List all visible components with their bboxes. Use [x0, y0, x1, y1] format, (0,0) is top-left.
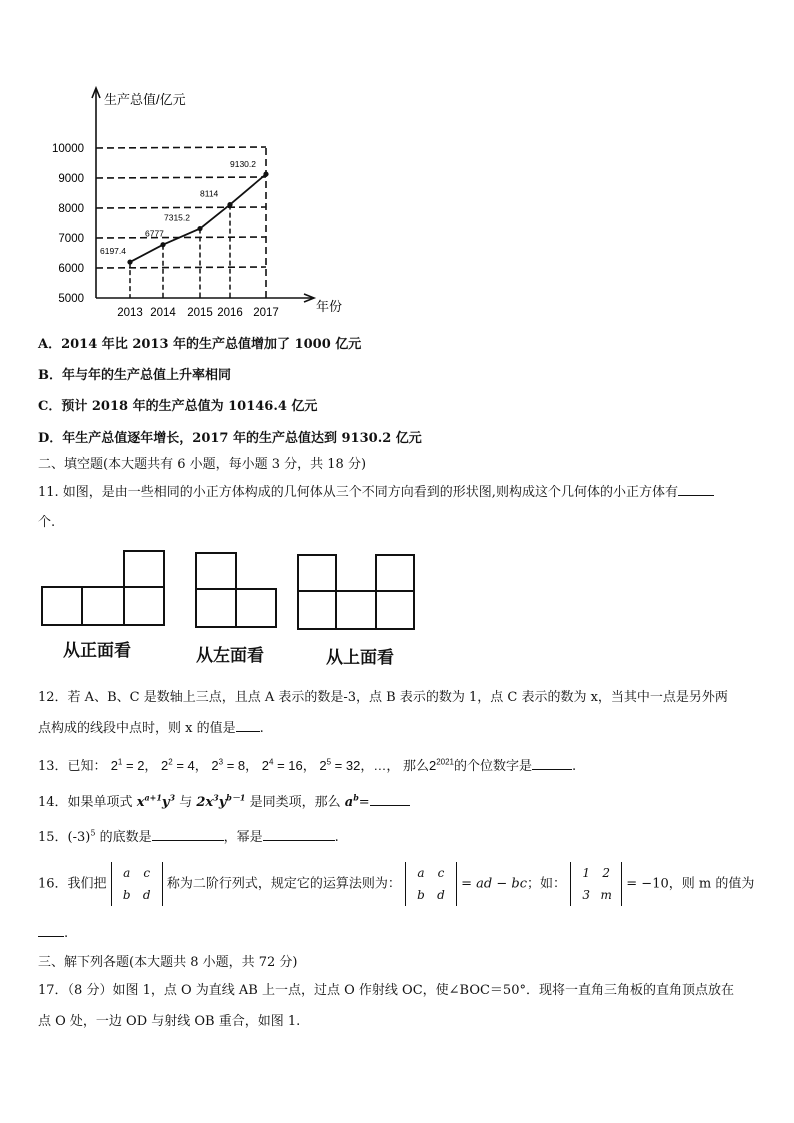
q14-term2: $2x^3y^{b-1}$ [196, 792, 246, 810]
q13-suffix: 的个位数字是 [454, 759, 533, 774]
data-point [197, 226, 202, 231]
section2-title: 二、填空题(本大题共有 6 小题，每小题 3 分，共 18 分) [38, 457, 367, 472]
q11-top-label: 从上面看 [326, 648, 394, 668]
x-tick-label: 2015 [187, 307, 213, 319]
q12-blank [236, 719, 260, 732]
option-a: A．2014 年比 2013 年的生产总值增加了 1000 亿元 [38, 337, 362, 352]
q11-blank [678, 483, 714, 496]
y-tick-label: 5000 [58, 293, 84, 305]
q14-ab: $a^b$ [344, 792, 359, 810]
q16-mid: 称为二阶行列式，规定它的运算法则为： [166, 876, 401, 892]
data-label: 6777 [145, 228, 164, 239]
q16-text [38, 862, 754, 906]
data-label: 9130.2 [230, 159, 256, 170]
gridline [96, 177, 266, 178]
chart-axes [52, 88, 314, 319]
q14-mid: 与 [179, 795, 193, 810]
q14-prefix: 14．如果单项式 [38, 795, 133, 810]
q13-mid: 那么 [402, 759, 429, 774]
q15-mid2: ，幂是 [223, 830, 263, 845]
q16-determinant-rule: a c b d [405, 862, 457, 906]
q16-line2: . [38, 924, 68, 941]
y-tick-label: 10000 [52, 143, 84, 155]
y-tick-label: 6000 [58, 263, 84, 275]
x-tick-label: 2014 [150, 307, 176, 319]
q15-mid: 的底数是 [99, 830, 152, 845]
q15-expr: $(-3)^5$ [67, 828, 96, 845]
x-tick-label: 2016 [217, 307, 243, 319]
q16-rule: = ad − bc [461, 876, 527, 892]
q11-left-label: 从左面看 [196, 646, 264, 666]
q13-power: $2^{2021}$ [428, 757, 454, 773]
q14-blank [370, 793, 410, 806]
series-line [130, 174, 266, 262]
q15-text: 15．$(-3)^5$ 的底数是 ，幂是 . [38, 828, 339, 845]
q11-line2: 个. [38, 515, 56, 530]
q13-text: 13．已知： $2^1 = 2$， $2^2 = 4$， $2^3 = 8$， $2^4 = 16$， $2^5 = 32$，…， 那么$2^{2021}$的个位数字是 . [38, 757, 577, 774]
q12-line2: 点构成的线段中点时，则 x 的值是 [38, 721, 236, 736]
gridline [96, 147, 266, 148]
y-axis-label: 生产总值/亿元 [104, 92, 186, 107]
data-point [263, 171, 268, 176]
y-tick-label: 9000 [58, 173, 84, 185]
option-c: C．预计 2018 年的生产总值为 10146.4 亿元 [38, 399, 318, 414]
q11-line1: 11. 如图，是由一些相同的小正方体构成的几何体从三个不同方向看到的形状图,则构成这个几何体的小正方体有 [38, 485, 678, 500]
q16-end: ，则 m 的值为 [668, 876, 755, 892]
q14-text: 14．如果单项式 $x^{a+1}y^3$ 与 $2x^3y^{b-1}$ 是同类项，那么 $a^b=$ [38, 791, 410, 810]
x-axis-label: 年份 [316, 299, 343, 314]
q12-text: 点构成的线段中点时，则 x 的值是 . [38, 721, 264, 736]
y-tick-label: 7000 [58, 233, 84, 245]
q16-eq: = −10 [626, 876, 669, 892]
q14-mid2: 是同类项，那么 [249, 795, 341, 810]
q17-line2: 点 O 处，一边 OD 与射线 OB 重合，如图 1. [38, 1014, 301, 1029]
q16-prefix: 16．我们把 [38, 876, 107, 892]
q16-blank [38, 924, 64, 937]
data-point [160, 242, 165, 247]
chart-marks [100, 159, 269, 298]
q11-top-view [296, 553, 418, 633]
gridline [96, 267, 266, 268]
q17-line1: 17．（8 分）如图 1，点 O 为直线 AB 上一点，过点 O 作射线 OC，使∠BOC＝50°．现将一直角三角板的直角顶点放在 [38, 983, 734, 998]
data-label: 8114 [200, 188, 219, 199]
q11-text [38, 481, 714, 500]
x-tick-label: 2017 [253, 307, 279, 319]
q15-blank-power [263, 828, 335, 841]
q11-left-view [194, 551, 280, 631]
q11-front-label: 从正面看 [63, 641, 131, 661]
section3-title: 三、解下列各题(本大题共 8 小题，共 72 分) [38, 955, 298, 970]
data-point [127, 259, 132, 264]
data-label: 6197.4 [100, 246, 126, 257]
x-tick-label: 2013 [117, 307, 143, 319]
q16-determinant-example: 1 2 3 m [570, 862, 622, 906]
gridline [96, 207, 266, 208]
y-tick-label: 8000 [58, 203, 84, 215]
option-b: B．年与年的生产总值上升率相同 [38, 368, 231, 383]
q13-blank [532, 757, 572, 770]
q15-blank-base [152, 828, 224, 841]
q14-term1: $x^{a+1}y^3$ [136, 792, 176, 810]
q13-sequence: $2^1 = 2$， $2^2 = 4$， $2^3 = 8$， $2^4 = 16$， $2^5 = 32$，…， [110, 757, 400, 773]
q16-mid2: ；如： [526, 876, 566, 892]
production-value-chart [40, 80, 360, 325]
data-point [227, 202, 232, 207]
q12-line1: 12．若 A、B、C 是数轴上三点，且点 A 表示的数是-3，点 B 表示的数为 1，点 C 表示的数为 x，当其中一点是另外两 [38, 690, 728, 705]
option-d: D．年生产总值逐年增长，2017 年的生产总值达到 9130.2 亿元 [38, 431, 422, 446]
q16-determinant-general: a c b d [111, 862, 163, 906]
data-label: 7315.2 [164, 212, 190, 223]
q13-prefix: 13．已知： [38, 759, 107, 774]
q11-front-view [40, 549, 168, 629]
